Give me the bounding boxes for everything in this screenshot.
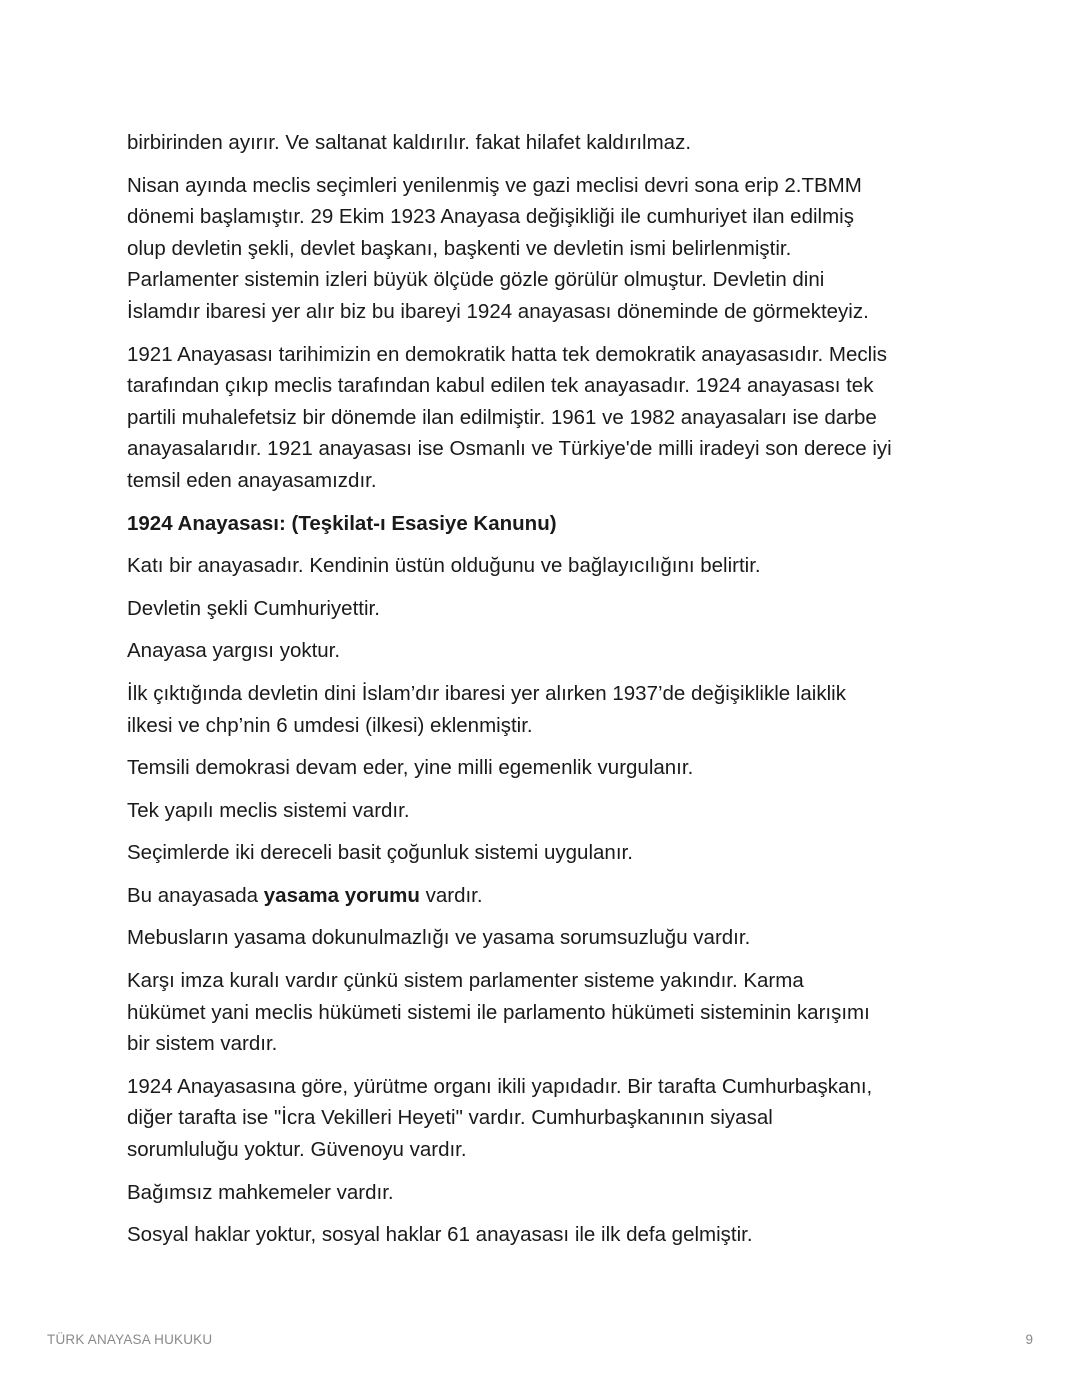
paragraph (127, 170, 977, 328)
paragraph (127, 795, 977, 827)
paragraph-line: İlk çıktığında devletin dini İslam’dır ibaresi yer alırken 1937’de değişiklikle laiklik (127, 681, 846, 705)
paragraph-line: tarafından çıkıp meclis tarafından kabul edilen tek anayasadır. 1924 anayasası tek (127, 374, 874, 398)
paragraph-line: Sosyal haklar yoktur, sosyal haklar 61 anayasası ile ilk defa gelmiştir. (127, 1223, 753, 1247)
paragraph (127, 593, 977, 625)
bold-text: yasama yorumu (263, 883, 420, 907)
paragraph (127, 678, 977, 741)
paragraph (127, 922, 977, 954)
paragraph-line: diğer tarafta ise "İcra Vekilleri Heyeti" vardır. Cumhurbaşkanının siyasal (127, 1106, 773, 1130)
paragraph (127, 635, 977, 667)
text-segment: Bu anayasada (127, 883, 264, 907)
paragraph-line: Seçimlerde iki dereceli basit çoğunluk sistemi uygulanır. (127, 841, 633, 865)
page-content (127, 127, 977, 1262)
paragraph (127, 339, 977, 497)
paragraph-line: hükümet yani meclis hükümeti sistemi ile parlamento hükümeti sisteminin karışımı (127, 1000, 870, 1024)
paragraph-line: İslamdır ibaresi yer alır biz bu ibareyi 1924 anayasası döneminde de görmekteyiz. (127, 299, 869, 323)
paragraph (127, 837, 977, 869)
paragraph-line: Katı bir anayasadır. Kendinin üstün olduğunu ve bağlayıcılığını belirtir. (127, 554, 761, 578)
paragraph (127, 1177, 977, 1209)
paragraph-line: Mebusların yasama dokunulmazlığı ve yasama sorumsuzluğu vardır. (127, 926, 751, 950)
paragraph (127, 1071, 977, 1166)
text-segment: vardır. (419, 883, 483, 907)
footer-title: TÜRK ANAYASA HUKUKU (47, 1332, 213, 1347)
paragraph-line: bir sistem vardır. (127, 1032, 278, 1056)
paragraph-line: Temsili demokrasi devam eder, yine milli egemenlik vurgulanır. (127, 756, 694, 780)
paragraph (127, 1219, 977, 1251)
paragraph-line: 1924 Anayasasına göre, yürütme organı ikili yapıdadır. Bir tarafta Cumhurbaşkanı, (127, 1074, 873, 1098)
paragraph-line: Bağımsız mahkemeler vardır. (127, 1180, 394, 1204)
paragraph-line: Karşı imza kuralı vardır çünkü sistem parlamenter sisteme yakındır. Karma (127, 969, 804, 993)
paragraph (127, 965, 977, 1060)
paragraph (127, 127, 977, 159)
section-heading (127, 508, 977, 540)
paragraph-line: Parlamenter sistemin izleri büyük ölçüde gözle görülür olmuştur. Devletin dini (127, 268, 825, 292)
paragraph-line: Nisan ayında meclis seçimleri yenilenmiş ve gazi meclisi devri sona erip 2.TBMM (127, 173, 862, 197)
paragraph-line (127, 880, 977, 912)
paragraph-line: olup devletin şekli, devlet başkanı, başkenti ve devletin ismi belirlenmiştir. (127, 236, 792, 260)
paragraph (127, 752, 977, 784)
paragraph-line: 1921 Anayasası tarihimizin en demokratik hatta tek demokratik anayasasıdır. Meclis (127, 342, 888, 366)
paragraph-line: partili muhalefetsiz bir dönemde ilan edilmiştir. 1961 ve 1982 anayasaları ise darbe (127, 405, 877, 429)
paragraph (127, 550, 977, 582)
paragraph-line: ilkesi ve chp’nin 6 umdesi (ilkesi) eklenmiştir. (127, 713, 533, 737)
paragraph-line: anayasalarıdır. 1921 anayasası ise Osmanlı ve Türkiye'de milli iradeyi son derece iyi (127, 437, 892, 461)
paragraph-line: temsil eden anayasamızdır. (127, 468, 377, 492)
paragraph-line: birbirinden ayırır. Ve saltanat kaldırılır. fakat hilafet kaldırılmaz. (127, 131, 692, 154)
page-number: 9 (1025, 1332, 1033, 1347)
paragraph (127, 880, 977, 912)
paragraph-line: Anayasa yargısı yoktur. (127, 639, 341, 663)
heading-text: 1924 Anayasası: (Teşkilat-ı Esasiye Kanunu) (127, 511, 557, 535)
paragraph-line: dönemi başlamıştır. 29 Ekim 1923 Anayasa değişikliği ile cumhuriyet ilan edilmiş (127, 205, 854, 229)
paragraph-line: sorumluluğu yoktur. Güvenoyu vardır. (127, 1138, 467, 1162)
paragraph-line: Devletin şekli Cumhuriyettir. (127, 596, 380, 620)
paragraph-line: Tek yapılı meclis sistemi vardır. (127, 798, 410, 822)
